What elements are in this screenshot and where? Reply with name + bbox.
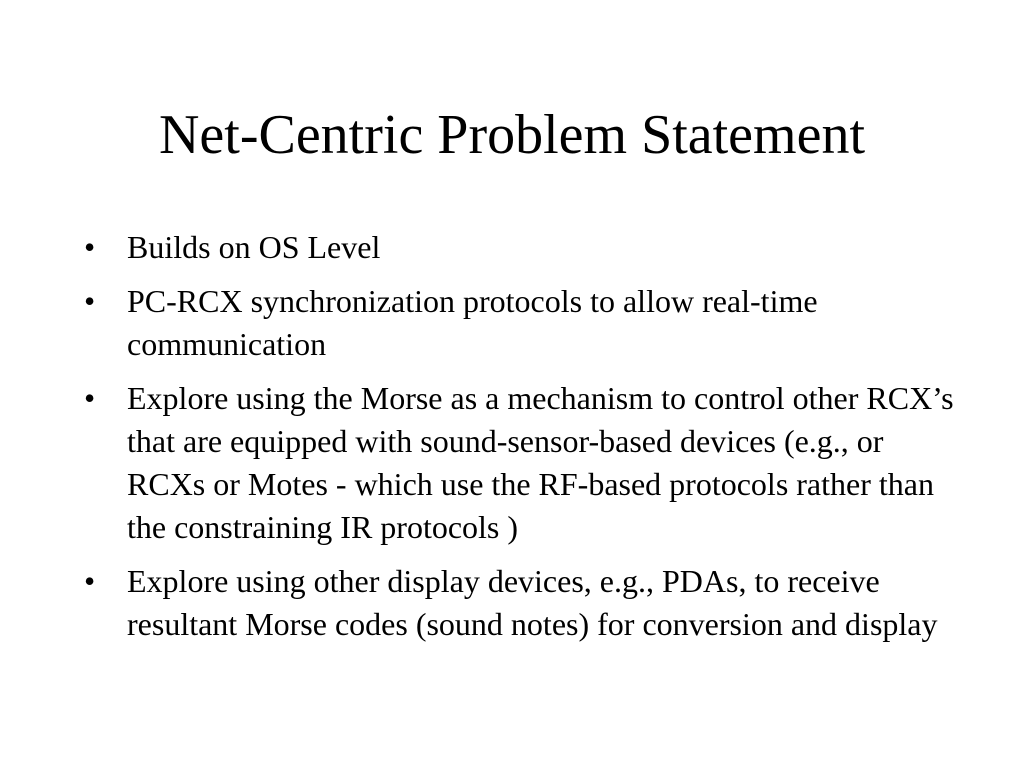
bullet-text: Explore using other display devices, e.g., PDAs, to receive resultant Morse codes (sound notes) for conversion and display bbox=[127, 563, 938, 642]
bullet-dot-icon: • bbox=[84, 229, 96, 265]
bullet-item-synchronization bbox=[84, 280, 964, 366]
bullet-item-display-devices bbox=[84, 560, 964, 646]
bullet-item-os-level bbox=[84, 226, 964, 269]
bullet-list bbox=[84, 226, 964, 657]
bullet-text: PC-RCX synchronization protocols to allow real-time communication bbox=[127, 283, 818, 362]
slide-title: Net-Centric Problem Statement bbox=[158, 104, 866, 166]
bullet-dot-icon: • bbox=[84, 283, 96, 319]
bullet-dot-icon: • bbox=[84, 380, 96, 416]
bullet-item-morse-control bbox=[84, 377, 964, 549]
bullet-dot-icon: • bbox=[84, 563, 96, 599]
bullet-text: Explore using the Morse as a mechanism to control other RCX’s that are equipped with sound-sensor-based devices (e.g., or RCXs or Motes - which use the RF-based protocols rather than the constraining IR protocols ) bbox=[127, 380, 954, 545]
bullet-text: Builds on OS Level bbox=[127, 229, 381, 265]
